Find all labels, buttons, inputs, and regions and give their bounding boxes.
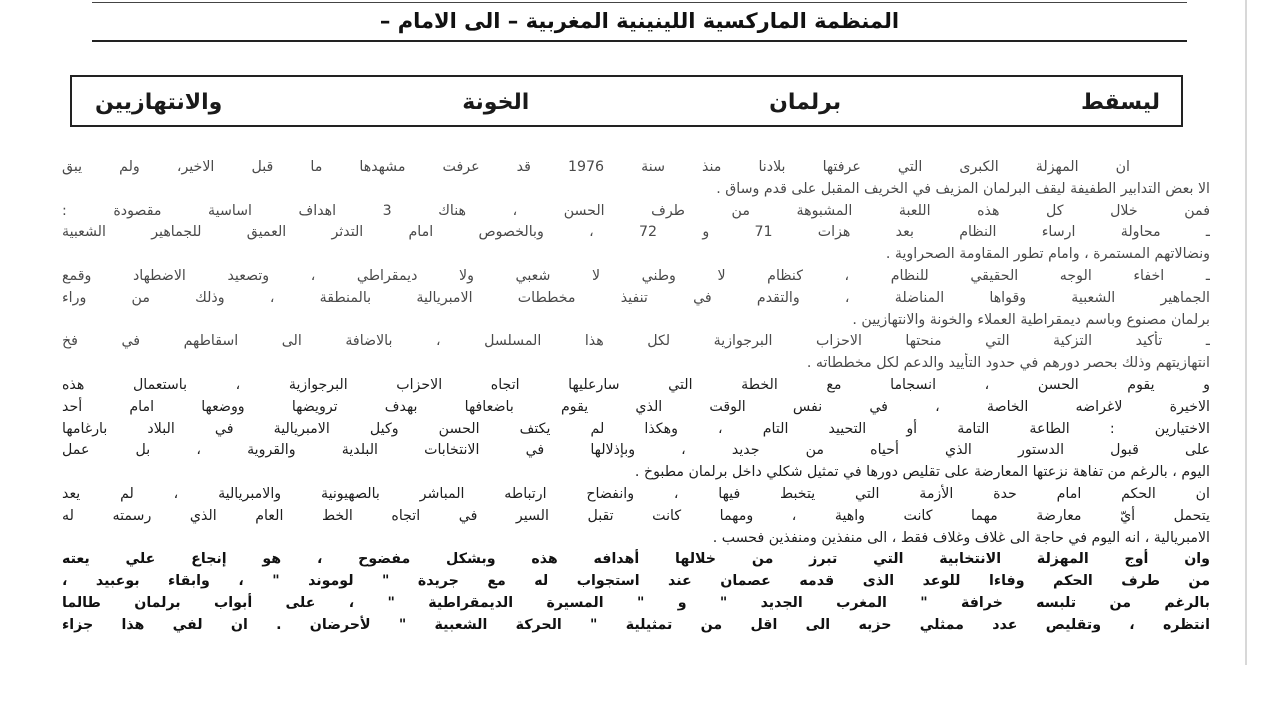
article-line: ان المهزلة الكبرى التي عرفتها بلادنا منذ سنة 1976 قد عرفت مشهدها ما قبل الاخير، ولم يبق xyxy=(62,159,1130,175)
article-line: انتهازيتهم وذلك بحصر دورهم في حدود التأييد والدعم لكل مخططاته . xyxy=(806,355,1210,372)
article-line: وان أوج المهزلة الانتخابية التي تبرز من خلالها أهدافه هذه وبشكل مفضوح ، هو إنجاع علي يعته xyxy=(62,551,1210,568)
article-line: الاخيرة لاغراضه الخاصة ، في نفس الوقت الذي يقوم باضعافها بهدف ترويضها ووضعها امام أحد xyxy=(62,398,1210,415)
article-line: يتحمل أيّ معارضة مهما كانت واهية ، ومهما كانت تقبل السير في اتجاه الخط العام الذي رسمته له xyxy=(62,507,1210,524)
masthead-rule xyxy=(92,40,1187,42)
article-line: الاختيارين : الطاعة التامة أو التحييد التام ، وهكذا لم يكتف الحسن وكيل الامبريالية في البلاد بارغامها xyxy=(62,420,1210,437)
article-line: انتظره ، وتقليص عدد ممثلي حزبه الى اقل من تمثيلية " الحركة الشعبية " لأحرضان . ان لفي هذا جزاء xyxy=(62,616,1210,633)
article-line: بالرغم من تلبسه خرافة " المغرب الجديد " و " المسيرة الديمقراطية " ، على أبواب برلمان طالما xyxy=(62,594,1210,611)
article-line: الا بعض التدابير الطفيفة ليقف البرلمان المزيف في الخريف المقبل على قدم وساق . xyxy=(716,180,1210,197)
article-line: ونضالاتهم المستمرة ، وامام تطور المقاومة الصحراوية . xyxy=(885,246,1210,263)
article-line: ـ اخفاء الوجه الحقيقي للنظام ، كنظام لا وطني لا شعبي ولا ديمقراطي ، وتصعيد الاضطهاد وقمع xyxy=(62,267,1210,284)
masthead-title: المنظمة الماركسية اللينينية المغربية – الى الامام – xyxy=(379,9,900,33)
article-line: الجماهير الشعبية وقواها المناضلة ، والتقدم في تنفيذ مخططات الامبريالية بالمنطقة ، وذلك من وراء xyxy=(62,289,1210,306)
page-edge-shadow xyxy=(1245,0,1247,665)
article-line: ـ تأكيد التزكية التي منحتها الاحزاب البرجوازية لكل هذا المسلسل ، بالاضافة الى اسقاطهم في فخ xyxy=(62,333,1210,350)
article-line: على قبول الدستور الذي أحياه من جديد ، وبإذلالها في الانتخابات البلدية والقروية ، بل عمل xyxy=(62,442,1210,459)
article-line: و يقوم الحسن ، انسجاما مع الخطة التي سارعليها اتجاه الاحزاب البرجوازية ، باستعمال هذه xyxy=(62,376,1210,393)
headline: ليسقط برلمان الخونة والانتهازيين xyxy=(95,90,1160,115)
article-line: برلمان مصنوع وباسم ديمقراطية العملاء والخونة والانتهازيين . xyxy=(852,311,1210,328)
article-line: فمن خلال كل هذه اللعبة المشبوهة من طرف الحسن ، هناك 3 اهداف اساسية مقصودة : xyxy=(62,202,1210,219)
masthead-top-rule xyxy=(92,2,1187,3)
article-line: الامبريالية ، انه اليوم في حاجة الى غلاف وغلاف فقط ، الى منفذين ومنفذين فحسب . xyxy=(712,529,1210,546)
article-line: من طرف الحكم وفاءا للوعد الذى قدمه عصمان عند استجواب له مع جريدة " لوموند " ، وابقاء بوعبيد ، xyxy=(62,573,1210,590)
article-line: اليوم ، بالرغم من تفاهة نزعتها المعارضة على تقليص دورها في تمثيل شكلي داخل برلمان مطبوخ . xyxy=(634,464,1210,481)
article-line: ـ محاولة ارساء النظام بعد هزات 71 و 72 ، وبالخصوص امام التدثر العميق للجماهير الشعبية xyxy=(62,224,1210,241)
article-line: ان الحكم امام حدة الأزمة التي يتخبط فيها ، وانفضاح ارتباطه المباشر بالصهيونية والامبريالية ، لم يعد xyxy=(62,485,1210,502)
article-body xyxy=(62,157,1210,637)
